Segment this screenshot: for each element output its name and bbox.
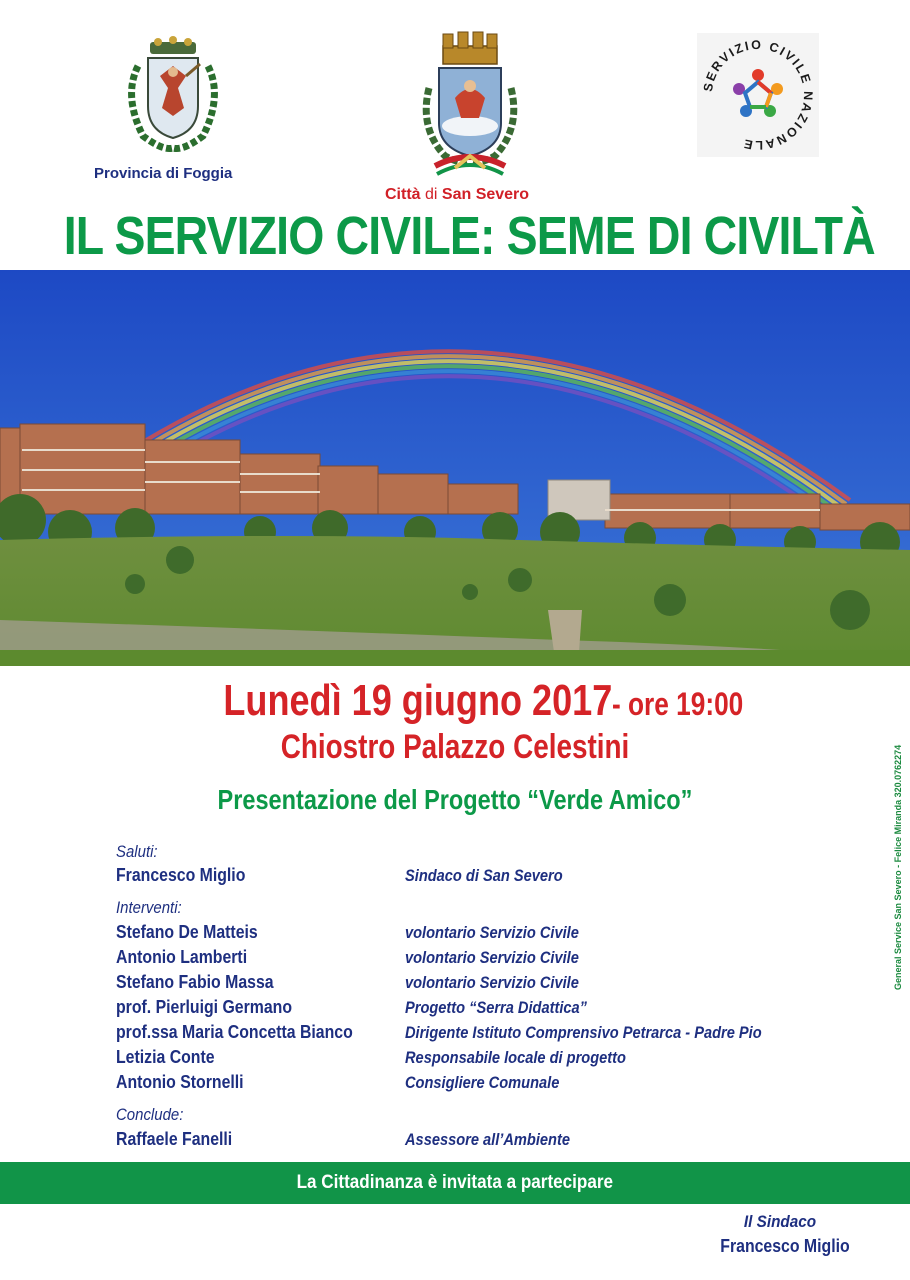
provincia-foggia-label: Provincia di Foggia xyxy=(94,165,233,182)
printer-credit: General Service San Severo - Felice Miranda 320.0762274 xyxy=(893,744,903,990)
san-severo-label xyxy=(385,186,529,204)
program-name: Stefano De Matteis xyxy=(116,922,258,942)
program-name: Stefano Fabio Massa xyxy=(116,972,274,992)
citta-name: San Severo xyxy=(437,186,530,203)
program-name: Antonio Stornelli xyxy=(116,1072,244,1092)
program-role: volontario Servizio Civile xyxy=(405,948,579,967)
event-time: - ore 19:00 xyxy=(612,686,744,722)
interventi-label: Interventi: xyxy=(116,898,182,917)
event-date: Lunedì 19 giugno 2017 xyxy=(223,676,613,725)
program-role: volontario Servizio Civile xyxy=(405,923,579,942)
program-role: Assessore all’Ambiente xyxy=(405,1130,570,1149)
program-name: Antonio Lamberti xyxy=(116,947,248,967)
citta-word: Città xyxy=(385,186,425,203)
event-project: Presentazione del Progetto “Verde Amico” xyxy=(217,784,693,815)
poster-title: IL SERVIZIO CIVILE: SEME DI CIVILTÀ xyxy=(63,206,875,266)
event-venue: Chiostro Palazzo Celestini xyxy=(280,728,630,766)
saluti-label: Saluti: xyxy=(116,842,158,861)
program-role: Sindaco di San Severo xyxy=(405,866,563,885)
servizio-civile-nazionale-logo xyxy=(697,33,819,157)
program-name: prof. Pierluigi Germano xyxy=(116,997,293,1017)
program-name: Raffaele Fanelli xyxy=(116,1129,233,1149)
citta-di: di xyxy=(425,186,438,203)
svg-text:SERVIZIO CIVILE NAZIONALE: SERVIZIO CIVILE NAZIONALE xyxy=(700,37,816,153)
signature-title: Il Sindaco xyxy=(743,1212,817,1231)
provincia-foggia-crest xyxy=(118,36,228,154)
event-datetime xyxy=(0,676,910,726)
program-name: prof.ssa Maria Concetta Bianco xyxy=(116,1022,353,1042)
program-role: Progetto “Serra Didattica” xyxy=(405,998,587,1017)
park-rainbow-photo xyxy=(0,270,910,666)
san-severo-crest xyxy=(415,28,525,183)
program-name: Francesco Miglio xyxy=(116,865,246,885)
invite-banner xyxy=(0,1162,910,1204)
conclude-label: Conclude: xyxy=(116,1105,184,1124)
invite-text: La Cittadinanza è invitata a partecipare xyxy=(296,1172,614,1193)
program-role: Responsabile locale di progetto xyxy=(405,1048,626,1067)
signature-name: Francesco Miglio xyxy=(720,1236,850,1256)
program-role: Dirigente Istituto Comprensivo Petrarca - Padre Pio xyxy=(405,1023,762,1042)
program-name: Letizia Conte xyxy=(116,1047,215,1067)
program-role: Consigliere Comunale xyxy=(405,1073,560,1092)
program-role: volontario Servizio Civile xyxy=(405,973,579,992)
